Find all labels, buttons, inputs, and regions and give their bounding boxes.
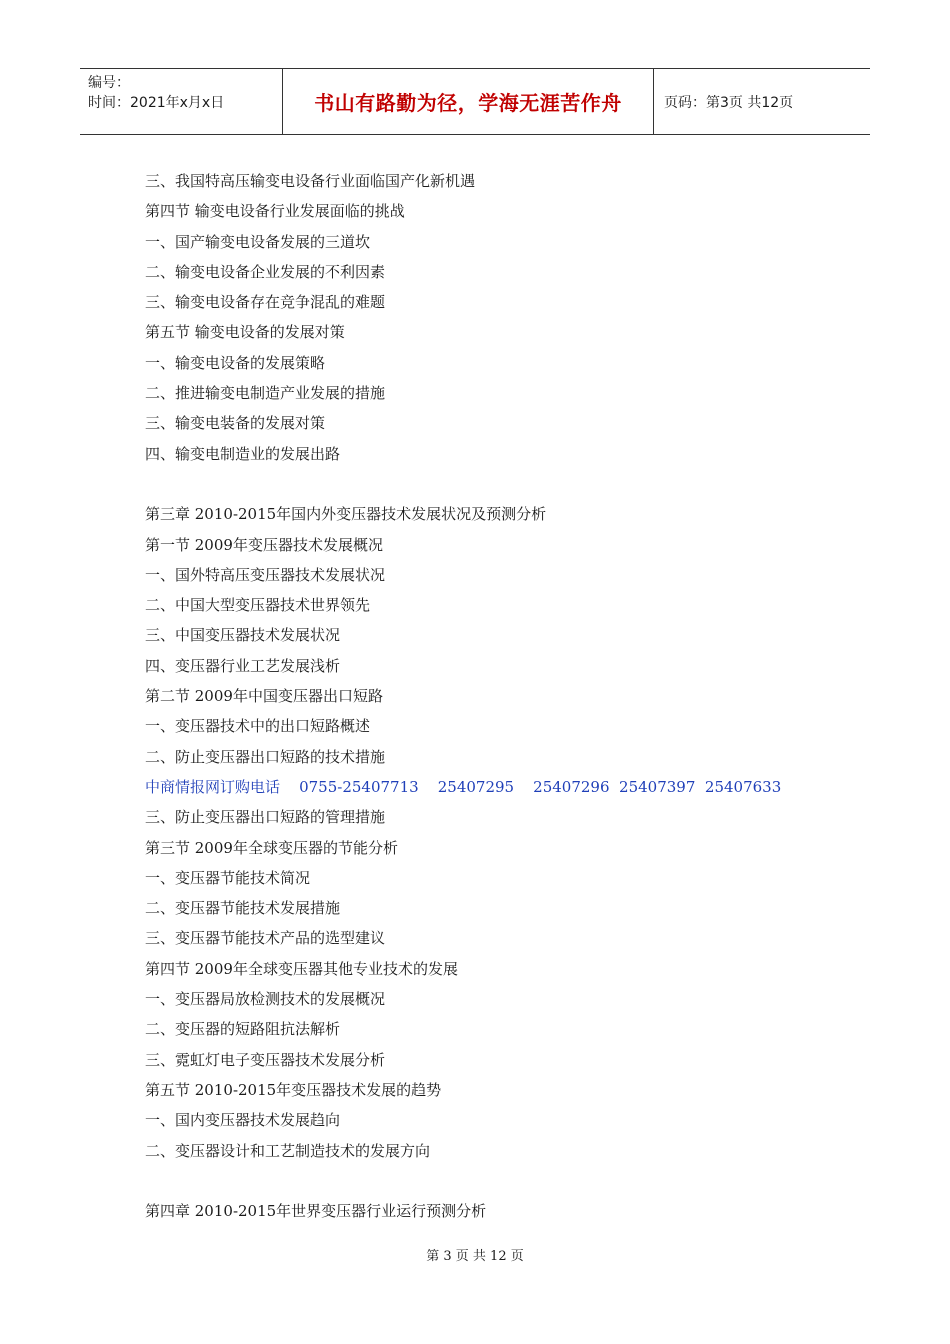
toc-line: 四、输变电制造业的发展出路 [145, 444, 341, 463]
header-left-cell [80, 69, 282, 134]
toc-line: 二、推进输变电制造产业发展的措施 [145, 384, 386, 403]
order-phone-line: 中商情报网订购电话 0755-25407713 25407295 25407296 25407397 25407633 [145, 777, 782, 796]
toc-line: 第四节 输变电设备行业发展面临的挑战 [145, 202, 405, 221]
header-page-info: 页码：第3页 共12页 [664, 94, 794, 111]
toc-line: 三、输变电设备存在竞争混乱的难题 [145, 293, 386, 312]
toc-line: 三、中国变压器技术发展状况 [145, 626, 341, 645]
toc-line: 一、变压器技术中的出口短路概述 [145, 717, 371, 736]
toc-content [145, 166, 865, 1226]
toc-line: 第五节 2010-2015年变压器技术发展的趋势 [145, 1080, 442, 1099]
toc-line: 一、变压器节能技术简况 [145, 868, 311, 887]
toc-line: 三、变压器节能技术产品的选型建议 [145, 929, 386, 948]
toc-line: 一、变压器局放检测技术的发展概况 [145, 990, 386, 1009]
toc-line: 第五节 输变电设备的发展对策 [145, 323, 345, 342]
toc-line: 三、霓虹灯电子变压器技术发展分析 [145, 1050, 386, 1069]
blank-line [145, 469, 865, 499]
toc-line: 二、输变电设备企业发展的不利因素 [145, 262, 386, 281]
toc-line: 四、变压器行业工艺发展浅析 [145, 656, 341, 675]
toc-line: 三、输变电装备的发展对策 [145, 414, 326, 433]
toc-line: 二、变压器设计和工艺制造技术的发展方向 [145, 1141, 431, 1160]
header-motto-cell [282, 69, 654, 134]
document-number-label: 编号： [88, 75, 130, 91]
toc-line: 三、防止变压器出口短路的管理措施 [145, 808, 386, 827]
toc-line: 一、国内变压器技术发展趋向 [145, 1111, 341, 1130]
toc-line: 二、变压器的短路阻抗法解析 [145, 1020, 341, 1039]
toc-line: 第三节 2009年全球变压器的节能分析 [145, 838, 398, 857]
header-page-cell [654, 69, 870, 134]
toc-chapter-heading: 第三章 2010-2015年国内外变压器技术发展状况及预测分析 [145, 505, 547, 524]
toc-line: 第二节 2009年中国变压器出口短路 [145, 687, 383, 706]
toc-line: 一、国外特高压变压器技术发展状况 [145, 565, 386, 584]
document-time-label: 时间：2021年x月x日 [88, 95, 225, 111]
header-motto: 书山有路勤为径，学海无涯苦作舟 [314, 91, 622, 115]
toc-chapter-heading: 第四章 2010-2015年世界变压器行业运行预测分析 [145, 1202, 487, 1221]
toc-line: 第四节 2009年全球变压器其他专业技术的发展 [145, 959, 458, 978]
page-header [80, 68, 870, 135]
toc-line: 二、防止变压器出口短路的技术措施 [145, 747, 386, 766]
toc-line: 一、输变电设备的发展策略 [145, 353, 326, 372]
toc-line: 三、我国特高压输变电设备行业面临国产化新机遇 [145, 172, 476, 190]
toc-line: 二、中国大型变压器技术世界领先 [145, 596, 371, 615]
page-footer: 第 3 页 共 12 页 [426, 1249, 524, 1264]
toc-line: 二、变压器节能技术发展措施 [145, 899, 341, 918]
toc-line: 一、国产输变电设备发展的三道坎 [145, 232, 371, 251]
toc-line: 第一节 2009年变压器技术发展概况 [145, 535, 383, 554]
blank-line [145, 1166, 865, 1196]
